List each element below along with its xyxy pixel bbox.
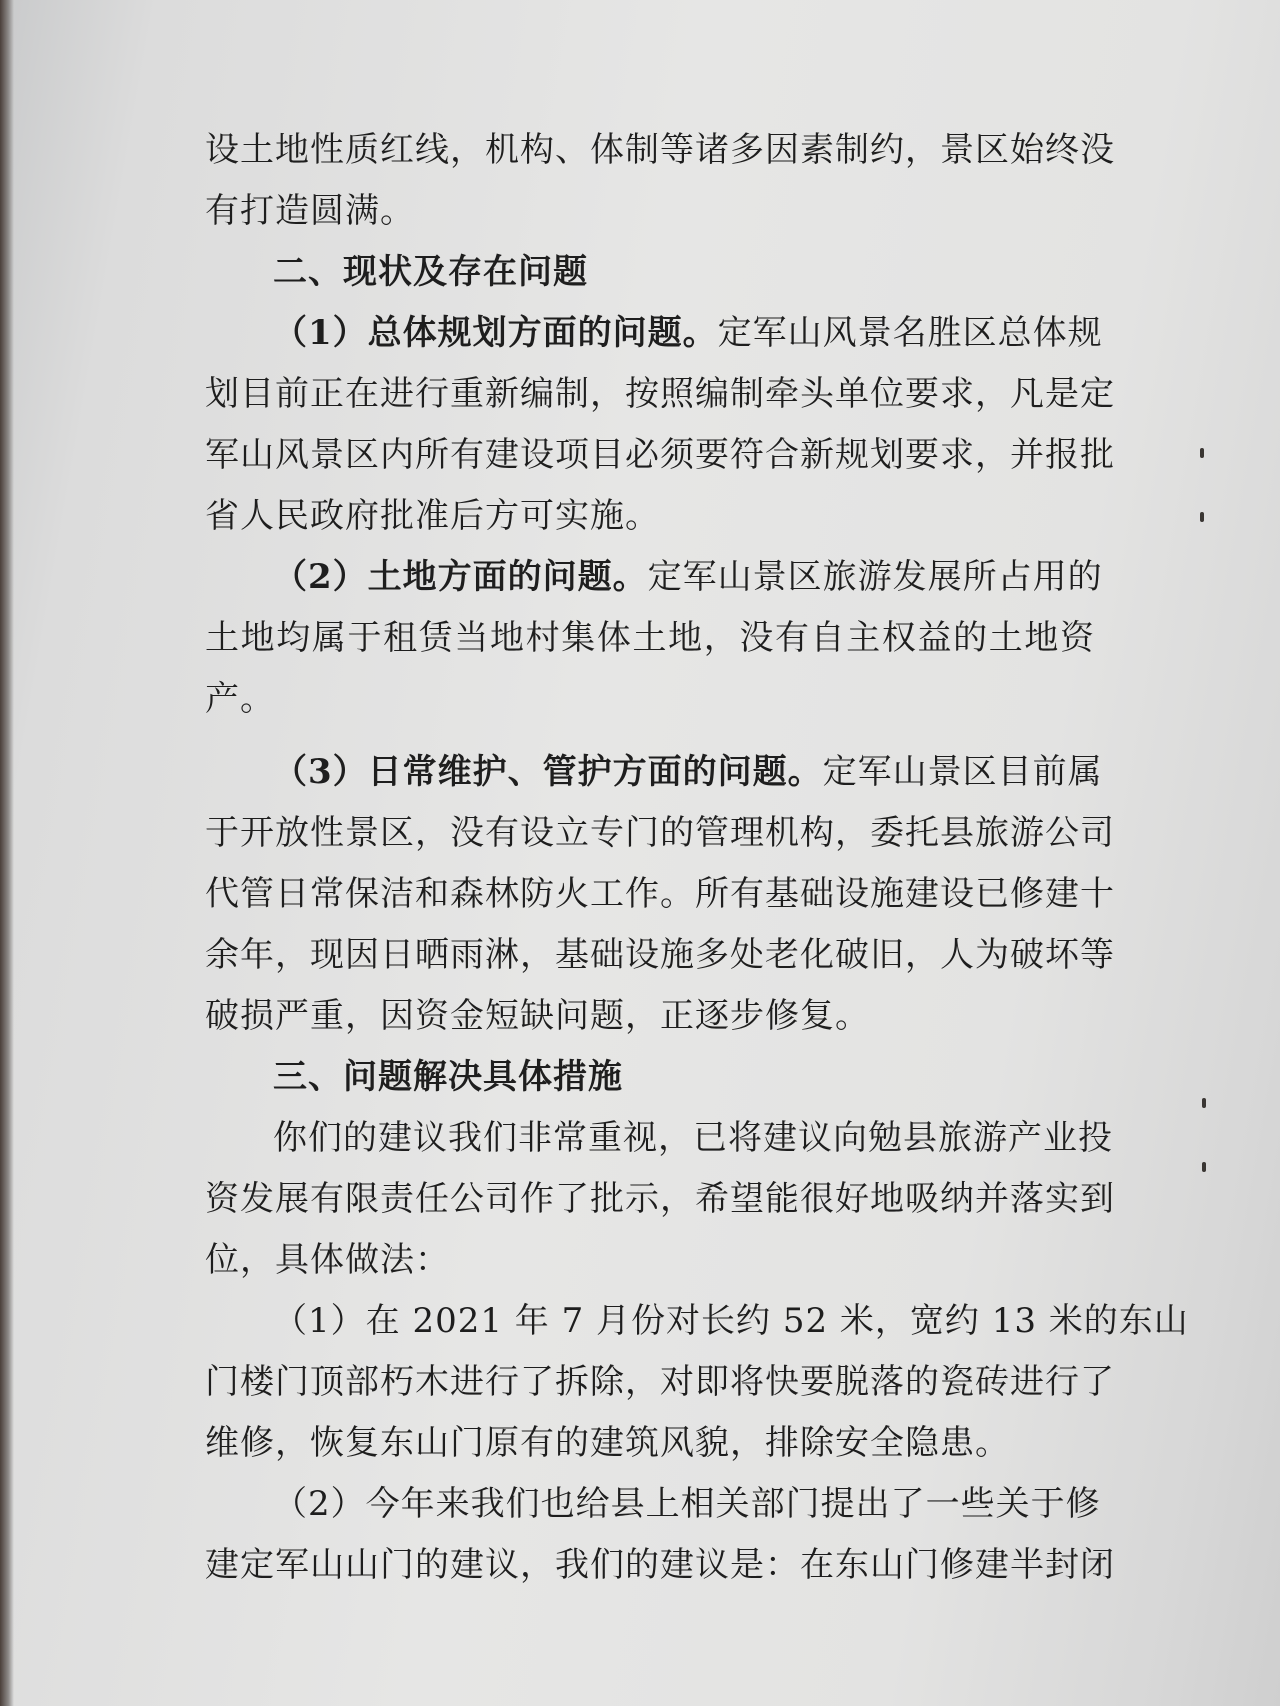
text-line: 位，具体做法： [205, 1240, 450, 1280]
subheading-text: （3）日常维护、管护方面的问题。 [273, 752, 823, 792]
text-line: 省人民政府批准后方可实施。 [205, 496, 660, 536]
text-line: 划目前正在进行重新编制，按照编制牵头单位要求，凡是定 [205, 374, 1115, 414]
paragraph-gap [205, 730, 1095, 742]
binding-mark [1202, 1098, 1206, 1108]
text-line: 门楼门顶部朽木进行了拆除，对即将快要脱落的瓷砖进行了 [205, 1362, 1115, 1402]
paragraph-first-line [205, 303, 1103, 364]
text-line: 定军山景区目前属 [822, 752, 1103, 792]
text-line: 于开放性景区，没有设立专门的管理机构，委托县旅游公司 [205, 813, 1115, 853]
text-line: 产。 [205, 679, 275, 719]
page-left-edge [0, 0, 14, 1706]
text-line: 资发展有限责任公司作了批示，希望能很好地吸纳并落实到 [205, 1179, 1115, 1219]
subheading-text: （1）总体规划方面的问题。 [273, 313, 718, 353]
text-line: 破损严重，因资金短缺问题，正逐步修复。 [205, 996, 870, 1036]
section-heading: 三、问题解决具体措施 [273, 1057, 623, 1097]
section-heading: 二、现状及存在问题 [273, 252, 588, 292]
text-line: 设土地性质红线，机构、体制等诸多因素制约，景区始终没 [205, 130, 1115, 170]
paragraph-first-line [205, 547, 1103, 608]
text-line: 你们的建议我们非常重视，已将建议向勉县旅游产业投 [273, 1118, 1113, 1158]
text-line: 定军山景区旅游发展所占用的 [647, 557, 1103, 597]
binding-mark [1200, 448, 1204, 458]
text-line: 维修，恢复东山门原有的建筑风貌，排除安全隐患。 [205, 1423, 1010, 1463]
paragraph-first-line [205, 742, 1103, 803]
binding-mark [1200, 512, 1204, 522]
subheading-text: （2）土地方面的问题。 [273, 557, 648, 597]
text-line: 代管日常保洁和森林防火工作。所有基础设施建设已修建十 [205, 874, 1115, 914]
text-line: 有打造圆满。 [205, 191, 415, 231]
text-line: 军山风景区内所有建设项目必须要符合新规划要求，并报批 [205, 435, 1115, 475]
text-line: 余年，现因日晒雨淋，基础设施多处老化破旧，人为破坏等 [205, 935, 1115, 975]
text-line: 定军山风景名胜区总体规 [717, 313, 1103, 353]
text-line: 建定军山山门的建议，我们的建议是：在东山门修建半封闭 [205, 1545, 1115, 1585]
text-line: 土地均属于租赁当地村集体土地，没有自主权益的土地资 [205, 618, 1095, 658]
binding-mark [1202, 1162, 1206, 1172]
text-line: （2）今年来我们也给县上相关部门提出了一些关于修 [273, 1484, 1101, 1524]
document-body [205, 120, 1189, 1596]
text-line: （1）在 2021 年 7 月份对长约 52 米，宽约 13 米的东山 [273, 1301, 1189, 1341]
